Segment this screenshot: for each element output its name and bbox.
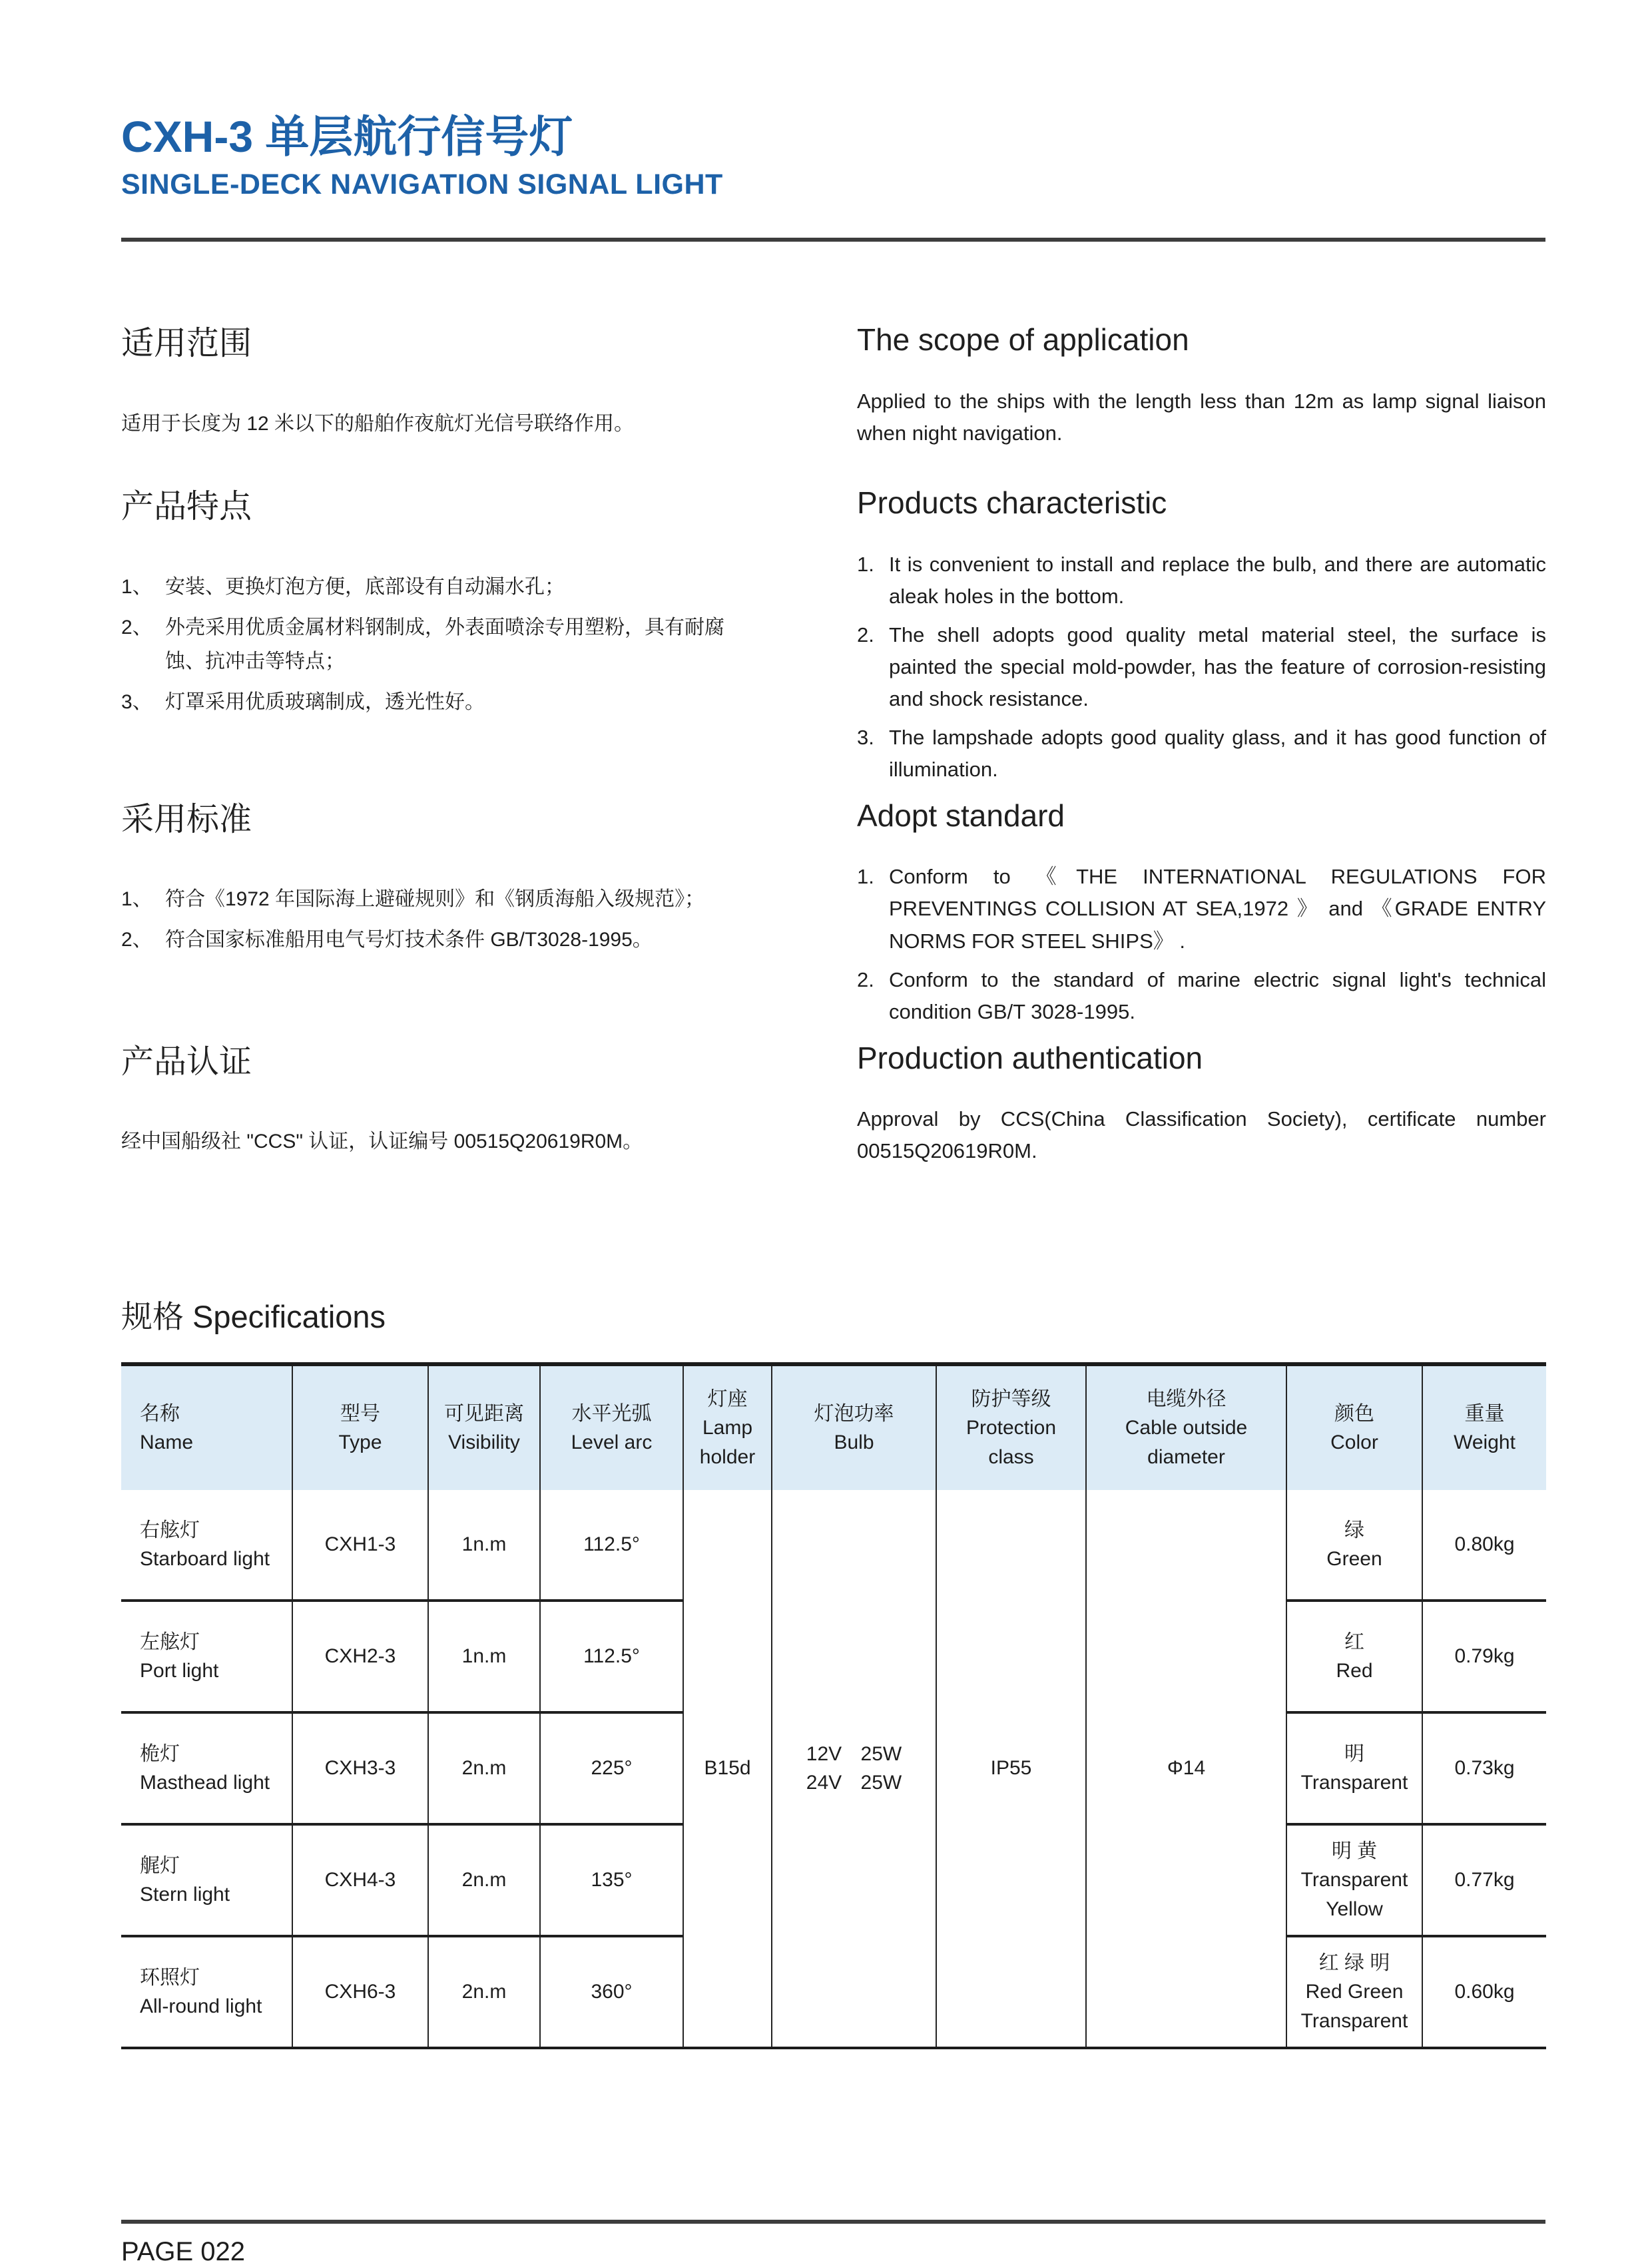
cell-weight: 0.79kg <box>1422 1601 1546 1712</box>
cell-name <box>121 1936 292 2048</box>
column-header-bulb <box>772 1364 936 1490</box>
header-en: Cable outside diameter <box>1125 1417 1248 1468</box>
cell-level-arc: 135° <box>540 1824 683 1936</box>
header-cn: 名称 <box>140 1402 180 1425</box>
name-cn: 右舷灯 <box>140 1519 200 1541</box>
cell-name <box>121 1490 292 1601</box>
header-cn: 防护等级 <box>971 1387 1051 1410</box>
list-text: 安装、更换灯泡方便，底部设有自动漏水孔； <box>165 575 565 598</box>
header-en: Bulb <box>834 1431 874 1454</box>
cell-type: CXH2-3 <box>292 1601 428 1712</box>
page-number: PAGE 022 <box>121 2237 246 2267</box>
list-item <box>121 685 759 719</box>
list-text: 外壳采用优质金属材料钢制成，外表面喷涂专用塑粉，具有耐腐蚀、抗冲击等特点； <box>165 616 724 672</box>
header-cn: 可见距离 <box>444 1402 524 1425</box>
cell-visibility: 1n.m <box>428 1601 540 1712</box>
cell-level-arc: 112.5° <box>540 1490 683 1601</box>
cell-type: CXH3-3 <box>292 1712 428 1824</box>
cell-weight: 0.73kg <box>1422 1712 1546 1824</box>
header-en: Lamp holder <box>699 1417 756 1468</box>
color-cn: 红 <box>1344 1631 1364 1653</box>
header-en: Type <box>338 1431 382 1454</box>
section-heading: Production authentication <box>857 1040 1203 1075</box>
table-row <box>121 1490 1546 1601</box>
color-en: Red Green Transparent <box>1300 1981 1408 2032</box>
header-cn: 电缆外径 <box>1146 1387 1227 1410</box>
column-header-lamp-holder <box>683 1364 772 1490</box>
list-item <box>857 964 1546 1028</box>
list-item <box>121 923 759 957</box>
color-cn: 红 绿 明 <box>1318 1951 1390 1974</box>
column-header-cable <box>1086 1364 1286 1490</box>
cell-weight: 0.60kg <box>1422 1936 1546 2048</box>
section-body: 经中国船级社 "CCS" 认证，认证编号 00515Q20619R0M。 <box>121 1130 643 1152</box>
cell-level-arc: 112.5° <box>540 1601 683 1712</box>
color-en: Transparent <box>1300 1772 1408 1794</box>
section-certification-cn <box>121 1035 759 1167</box>
column-header-visibility <box>428 1364 540 1490</box>
cell-visibility: 2n.m <box>428 1712 540 1824</box>
cell-lamp-holder-merged: B15d <box>683 1490 772 2048</box>
header-en: Level arc <box>571 1431 653 1454</box>
name-cn: 环照灯 <box>140 1966 200 1989</box>
column-header-type <box>292 1364 428 1490</box>
cell-color <box>1286 1936 1422 2048</box>
list-marker: 3、 <box>121 690 152 713</box>
cell-type: CXH1-3 <box>292 1490 428 1601</box>
section-scope-cn <box>121 316 759 479</box>
cell-cable-merged: Φ14 <box>1086 1490 1286 2048</box>
header-en: Weight <box>1454 1431 1515 1454</box>
cell-visibility: 1n.m <box>428 1490 540 1601</box>
list-text: Conform to 《THE INTERNATIONAL REGULATIONS FOR PREVENTINGS COLLISION AT SEA,1972 》 and 《GRADE ENTRY NORMS FOR STEEL SHIPS》 . <box>889 865 1546 953</box>
cell-weight: 0.80kg <box>1422 1490 1546 1601</box>
name-en: All-round light <box>140 1995 262 2018</box>
color-en: Red <box>1336 1660 1373 1682</box>
list-marker: 3. <box>857 726 874 750</box>
section-body: Applied to the ships with the length less than 12m as lamp signal liaison when night navigation. <box>857 389 1546 445</box>
cell-name <box>121 1601 292 1712</box>
list-text: Conform to the standard of marine electric signal light's technical condition GB/T 3028-1995. <box>889 967 1546 1023</box>
name-en: Stern light <box>140 1884 230 1906</box>
cell-color <box>1286 1601 1422 1712</box>
name-cn: 左舷灯 <box>140 1631 200 1653</box>
bulb-line: 12V 25W <box>806 1742 902 1765</box>
header-cn: 型号 <box>340 1402 380 1425</box>
section-authentication-en <box>857 1035 1546 1167</box>
list-text: The lampshade adopts good quality glass, and it has good function of illumination. <box>889 726 1546 782</box>
cell-weight: 0.77kg <box>1422 1824 1546 1936</box>
cell-name <box>121 1712 292 1824</box>
specifications-table <box>121 1362 1546 2049</box>
header-cn: 颜色 <box>1334 1402 1374 1425</box>
page-title-en: SINGLE-DECK NAVIGATION SIGNAL LIGHT <box>121 168 723 200</box>
column-header-name <box>121 1364 292 1490</box>
specifications-heading: 规格 Specifications <box>121 1299 386 1335</box>
header-cn: 灯泡功率 <box>814 1402 894 1425</box>
section-body: 适用于长度为 12 米以下的船舶作夜航灯光信号联络作用。 <box>121 412 635 435</box>
cell-color <box>1286 1490 1422 1601</box>
bulb-line: 24V 25W <box>806 1772 902 1794</box>
list-item <box>121 882 759 916</box>
section-body: Approval by CCS(China Classification Society), certificate number 00515Q20619R0M. <box>857 1107 1546 1162</box>
list-text: 灯罩采用优质玻璃制成，透光性好。 <box>165 690 485 713</box>
section-heading: 适用范围 <box>121 326 252 362</box>
cell-bulb-merged <box>772 1490 936 2048</box>
list-item <box>857 619 1546 715</box>
cell-type: CXH4-3 <box>292 1824 428 1936</box>
header-en: Name <box>140 1431 194 1454</box>
section-standard-cn <box>121 792 759 1035</box>
section-characteristic-en <box>857 479 1546 792</box>
name-en: Masthead light <box>140 1772 270 1794</box>
cell-protection-merged: IP55 <box>936 1490 1086 2048</box>
name-en: Port light <box>140 1660 219 1682</box>
title-divider <box>121 238 1545 242</box>
section-heading: 产品认证 <box>121 1043 252 1080</box>
color-en: Green <box>1326 1548 1382 1571</box>
footer-divider <box>121 2220 1545 2224</box>
header-en: Visibility <box>448 1431 520 1454</box>
section-heading: 采用标准 <box>121 802 252 838</box>
list-marker: 1. <box>857 552 874 576</box>
section-heading: Adopt standard <box>857 798 1065 834</box>
section-features-cn <box>121 479 759 792</box>
list-marker: 2、 <box>121 929 152 951</box>
section-standard-en <box>857 792 1546 1035</box>
column-header-protection <box>936 1364 1086 1490</box>
name-cn: 艉灯 <box>140 1854 180 1877</box>
cell-level-arc: 225° <box>540 1712 683 1824</box>
list-marker: 1、 <box>121 888 152 911</box>
color-en: Transparent Yellow <box>1300 1869 1408 1920</box>
list-marker: 2. <box>857 967 874 991</box>
cell-color <box>1286 1712 1422 1824</box>
header-cn: 灯座 <box>707 1387 748 1410</box>
cell-color <box>1286 1824 1422 1936</box>
cell-visibility: 2n.m <box>428 1824 540 1936</box>
color-cn: 绿 <box>1344 1519 1364 1541</box>
header-en: Color <box>1330 1431 1378 1454</box>
section-heading: The scope of application <box>857 322 1189 358</box>
list-text: It is convenient to install and replace the bulb, and there are automatic aleak holes in the bottom. <box>889 552 1546 608</box>
list-marker: 1. <box>857 865 874 889</box>
list-text: 符合国家标准船用电气号灯技术条件 GB/T3028-1995。 <box>165 929 653 951</box>
color-cn: 明 黄 <box>1331 1840 1378 1862</box>
column-header-level-arc <box>540 1364 683 1490</box>
list-item <box>857 722 1546 786</box>
section-heading: Products characteristic <box>857 485 1167 521</box>
section-heading: 产品特点 <box>121 489 252 525</box>
list-text: The shell adopts good quality metal material steel, the surface is painted the special mold-powder, has the feature of corrosion-resisting and shock resistance. <box>889 623 1546 710</box>
cell-type: CXH6-3 <box>292 1936 428 2048</box>
list-item <box>857 861 1546 957</box>
cell-name <box>121 1824 292 1936</box>
section-scope-en <box>857 316 1546 479</box>
cell-visibility: 2n.m <box>428 1936 540 2048</box>
name-en: Starboard light <box>140 1548 270 1571</box>
list-item <box>857 549 1546 613</box>
column-header-color <box>1286 1364 1422 1490</box>
column-header-weight <box>1422 1364 1546 1490</box>
header-cn: 重量 <box>1464 1402 1505 1425</box>
list-item <box>121 570 759 604</box>
name-cn: 桅灯 <box>140 1742 180 1765</box>
page-title-cn: CXH-3 单层航行信号灯 <box>121 112 573 161</box>
list-marker: 2、 <box>121 616 152 638</box>
list-text: 符合《1972 年国际海上避碰规则》和《钢质海船入级规范》； <box>165 888 705 911</box>
list-marker: 2. <box>857 623 874 646</box>
sections-grid <box>121 316 1545 1167</box>
header-en: Protection class <box>965 1417 1057 1468</box>
list-item <box>121 611 759 678</box>
list-marker: 1、 <box>121 575 152 598</box>
cell-level-arc: 360° <box>540 1936 683 2048</box>
header-row <box>121 1364 1546 1490</box>
header-cn: 水平光弧 <box>571 1402 652 1425</box>
color-cn: 明 <box>1344 1742 1364 1765</box>
